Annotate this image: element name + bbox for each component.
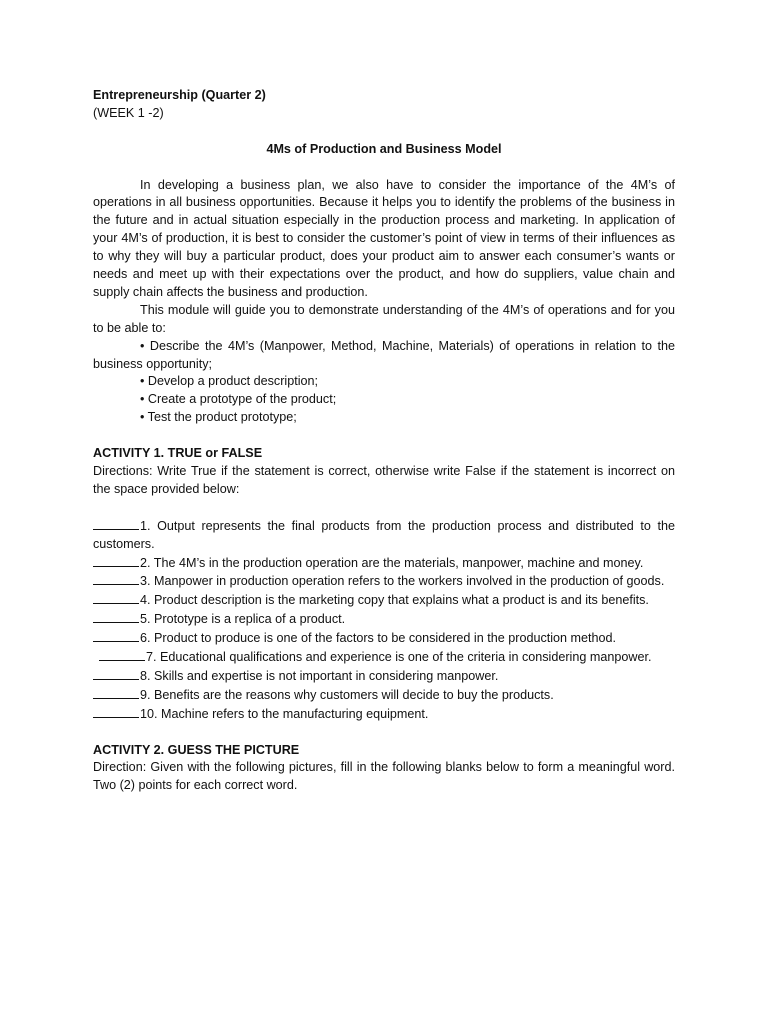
intro-paragraph-2: This module will guide you to demonstrate understanding of the 4M’s of operations and for you to be able to: (93, 302, 675, 335)
intro-paragraph-1: In developing a business plan, we also have to consider the importance of the 4M’s of operations in all business opportunities. Because it helps you to identify the problems of the business in the future and in actual situation especially in the production process and marketing. In application of your 4M’s of production, it is best to consider the customer’s point of view in terms of their influences as to why they will buy a particular product, does your product aim to answer each consumer’s wants or needs and meet up with their expectations over the product, and how do suppliers, value chain and supply chain affects the business and production. (93, 177, 675, 299)
page-title: 4Ms of Production and Business Model (266, 141, 502, 156)
question-7: 7. Educational qualifications and experience is one of the criteria in considering manpower. (93, 648, 675, 667)
answer-blank[interactable] (93, 705, 139, 718)
question-8: 8. Skills and expertise is not important in considering manpower. (93, 667, 675, 686)
answer-blank[interactable] (93, 667, 139, 680)
question-9: 9. Benefits are the reasons why customers will decide to buy the products. (93, 686, 675, 705)
question-4: 4. Product description is the marketing copy that explains what a product is and its benefits. (93, 591, 675, 610)
objective-bullet-3: • Create a prototype of the product; (140, 392, 337, 407)
activity1-heading: ACTIVITY 1. TRUE or FALSE (93, 446, 263, 461)
objective-bullet-2: • Develop a product description; (140, 374, 319, 389)
answer-blank[interactable] (93, 572, 139, 585)
question-1: 1. Output represents the final products from the production process and distributed to the customers. (93, 518, 675, 551)
answer-blank[interactable] (93, 610, 139, 623)
activity2-heading: ACTIVITY 2. GUESS THE PICTURE (93, 742, 300, 757)
subject-heading: Entrepreneurship (Quarter 2) (93, 88, 266, 102)
objective-bullet-1: • Describe the 4M’s (Manpower, Method, Machine, Materials) of operations in relation to the business opportunity; (93, 338, 675, 371)
question-2: 2. The 4M’s in the production operation are the materials, manpower, machine and money. (93, 554, 675, 573)
objective-bullet-4: • Test the product prototype; (140, 410, 297, 425)
question-3: 3. Manpower in production operation refers to the workers involved in the production of goods. (93, 572, 675, 591)
answer-blank[interactable] (93, 517, 139, 530)
answer-blank[interactable] (99, 648, 145, 661)
document-page (93, 87, 675, 795)
question-6: 6. Product to produce is one of the factors to be considered in the production method. (93, 629, 675, 648)
answer-blank[interactable] (93, 629, 139, 642)
answer-blank[interactable] (93, 686, 139, 699)
answer-blank[interactable] (93, 591, 139, 604)
week-label: (WEEK 1 -2) (93, 105, 164, 120)
question-5: 5. Prototype is a replica of a product. (93, 610, 675, 629)
answer-blank[interactable] (93, 554, 139, 567)
question-10: 10. Machine refers to the manufacturing equipment. (93, 705, 675, 724)
activity2-directions: Direction: Given with the following pictures, fill in the following blanks below to form a meaningful word. Two (2) points for each correct word. (93, 760, 675, 793)
activity1-directions: Directions: Write True if the statement is correct, otherwise write False if the statement is incorrect on the space provided below: (93, 463, 675, 496)
